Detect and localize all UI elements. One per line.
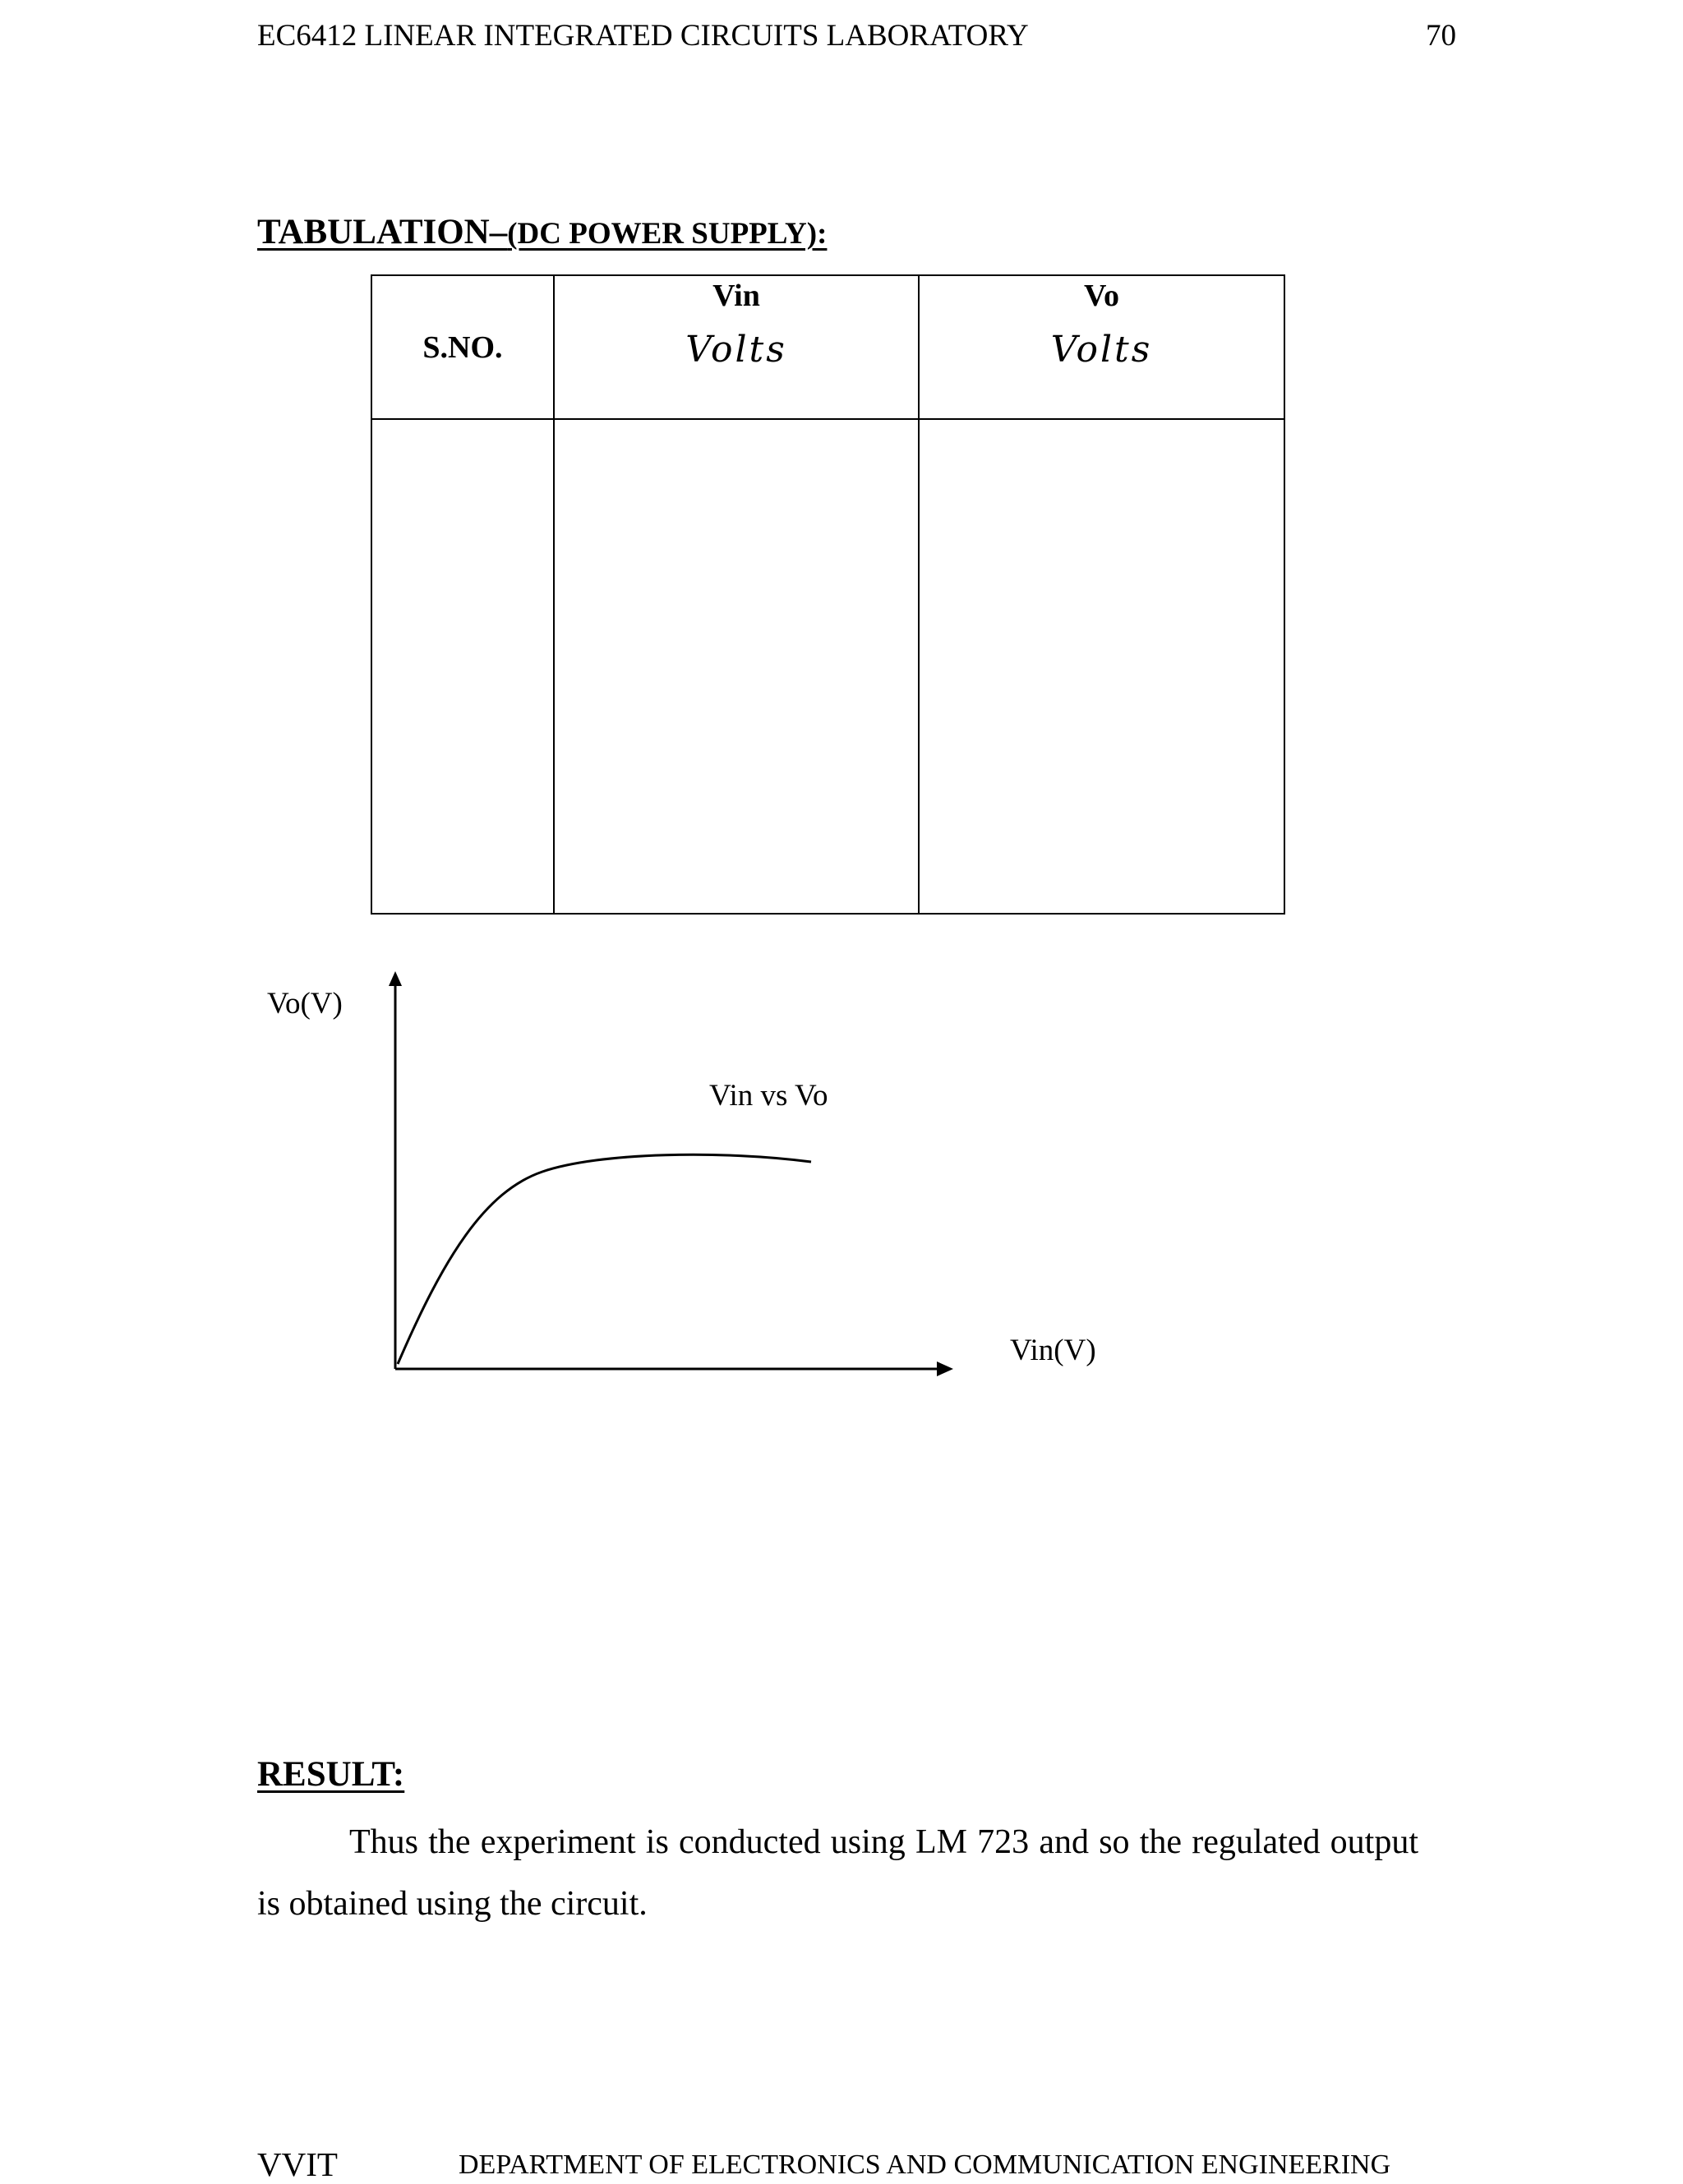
column-unit: Volts <box>1050 329 1153 371</box>
x-axis-label: Vin(V) <box>1010 1334 1096 1367</box>
result-text: Thus the experiment is conducted using LM 723 and so the regulated output is obtained using the circuit. <box>257 1823 1418 1923</box>
column-label: Vo <box>1084 279 1119 313</box>
footer-department: DEPARTMENT OF ELECTRONICS AND COMMUNICATION ENGINEERING <box>459 2149 1391 2180</box>
column-label: Vin <box>712 279 760 313</box>
footer-institution: VVIT <box>257 2145 338 2183</box>
x-axis-arrowhead <box>937 1362 953 1376</box>
tabulation-heading-main: TABULATION– <box>257 213 508 251</box>
curve-label: Vin vs Vo <box>709 1079 828 1113</box>
column-unit: Volts <box>685 329 787 371</box>
tabulation-heading-sub: (DC POWER SUPPLY): <box>507 217 828 251</box>
page-number: 70 <box>1426 19 1456 53</box>
y-axis-arrowhead <box>389 971 402 986</box>
header-title: EC6412 LINEAR INTEGRATED CIRCUITS LABORATORY <box>257 19 1029 53</box>
column-label: S.NO. <box>422 329 503 365</box>
result-heading: RESULT: <box>257 1755 405 1794</box>
characteristic-curve <box>398 1154 811 1364</box>
y-axis-label: Vo(V) <box>267 987 343 1021</box>
